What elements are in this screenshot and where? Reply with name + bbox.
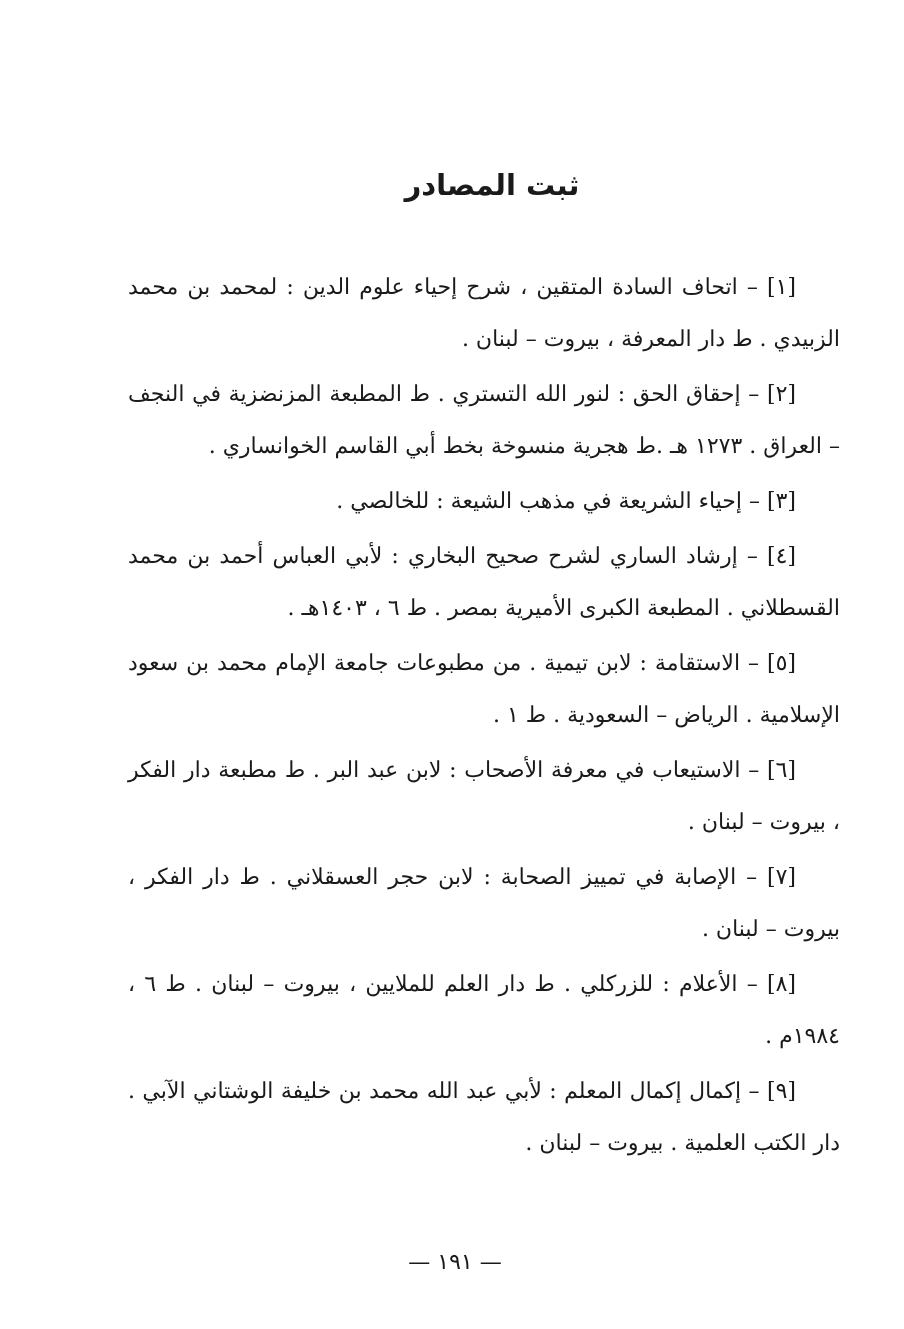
bibliography-entry-7: [٧] – الإصابة في تمييز الصحابة : لابن حجر العسقلاني . ط دار الفكر ، بيروت – لبنان .: [128, 865, 840, 942]
bibliography-entry-6: [٦] – الاستيعاب في معرفة الأصحاب : لابن عبد البر . ط مطبعة دار الفكر ، بيروت – لبنان .: [128, 758, 840, 835]
bibliography-entry-5: [٥] – الاستقامة : لابن تيمية . من مطبوعات جامعة الإمام محمد بن سعود الإسلامية . الرياض – السعودية . ط ١ .: [128, 651, 840, 728]
bibliography-entry-4: [٤] – إرشاد الساري لشرح صحيح البخاري : لأبي العباس أحمد بن محمد القسطلاني . المطبعة الكبرى الأميرية بمصر . ط ٦ ، ١٤٠٣هـ .: [128, 544, 840, 621]
bibliography-list: [128, 262, 840, 1173]
page-title: ثبت المصادر: [404, 168, 580, 202]
bibliography-entry-9: [٩] – إكمال إكمال المعلم : لأبي عبد الله محمد بن خليفة الوشتاني الآبي . دار الكتب العلمية . بيروت – لبنان .: [128, 1079, 840, 1156]
bibliography-entry-3: [٣] – إحياء الشريعة في مذهب الشيعة : للخالصي .: [336, 489, 796, 514]
page-number: — ١٩١ —: [408, 1250, 502, 1275]
bibliography-entry-1: [١] – اتحاف السادة المتقين ، شرح إحياء علوم الدين : لمحمد بن محمد الزبيدي . ط دار المعرفة ، بيروت – لبنان .: [128, 275, 840, 352]
bibliography-entry-8: [٨] – الأعلام : للزركلي . ط دار العلم للملايين ، بيروت – لبنان . ط ٦ ، ١٩٨٤م .: [128, 972, 840, 1049]
bibliography-entry-2: [٢] – إحقاق الحق : لنور الله التستري . ط المطبعة المزنضزية في النجف – العراق . ١٢٧٣ هـ .ط هجرية منسوخة بخط أبي القاسم الخوانساري .: [128, 382, 840, 459]
